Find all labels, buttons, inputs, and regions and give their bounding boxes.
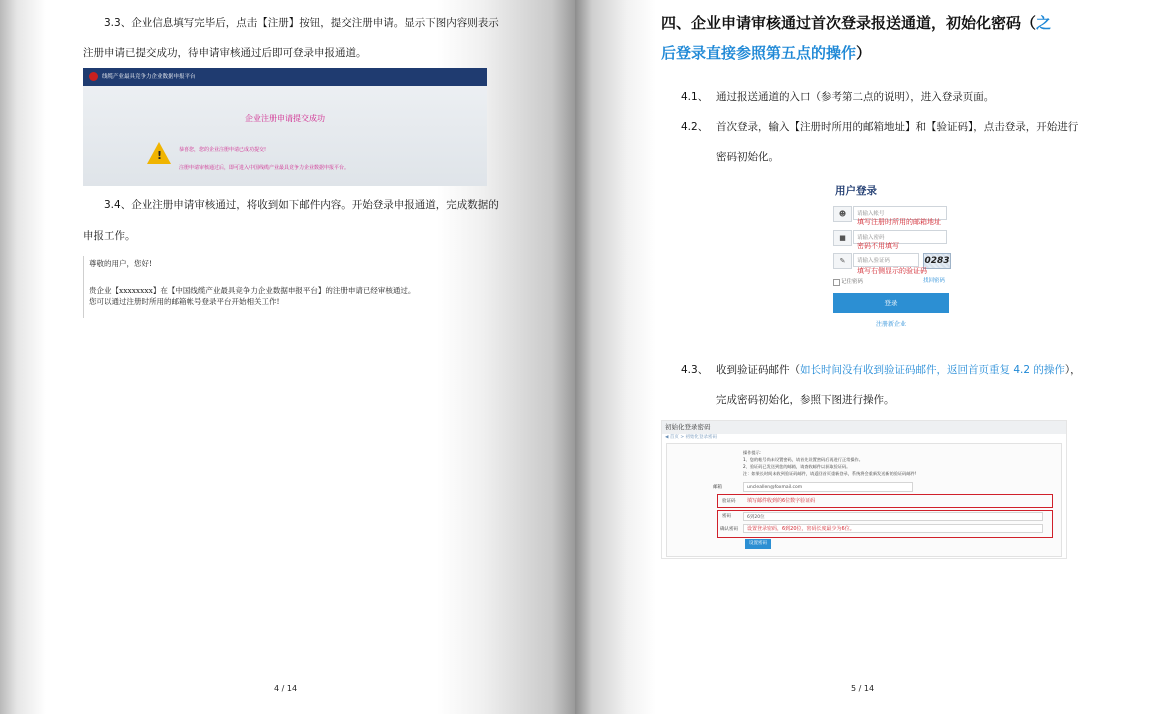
init-password-panel (666, 443, 1062, 557)
user-icon: ☻ (833, 206, 852, 222)
item-4-3-blue-text: 如长时间没有收到验证码邮件，返回首页重复 4.2 的操作 (800, 364, 1065, 376)
para-3-3-line2: 注册申请已提交成功，待申请审核通过后即可登录申报通道。 (83, 47, 367, 59)
section-heading-line2 (661, 42, 871, 63)
registration-success-title: 企业注册申请提交成功 (245, 114, 325, 123)
page-number-left: 4 / 14 (274, 684, 298, 693)
item-4-2-number: 4.2、 (681, 121, 709, 133)
item-4-3-line1 (716, 362, 1081, 377)
item-4-3-line2: 完成密码初始化，参照下图进行操作。 (716, 394, 895, 406)
login-button[interactable]: 登录 (833, 293, 949, 313)
edit-icon: ✎ (833, 253, 852, 269)
password-input[interactable]: 请输入密码 (853, 230, 947, 244)
heading-blue-text: 之 (1036, 14, 1052, 32)
left-page (0, 0, 575, 714)
platform-header-title: 线缆产业最具竞争力企业数据申报平台 (102, 74, 196, 80)
tip-line: 1、您的帐号尚未设置密码，请首先设置密码后再进行正常操作。 (743, 457, 863, 462)
email-label: 邮箱 (713, 485, 722, 490)
tip-line: 2、验证码已发送到您的邮箱，请查收邮件以获取验证码。 (743, 464, 851, 469)
init-password-title: 初始化登录密码 (662, 421, 1066, 434)
page-number-right: 5 / 14 (851, 684, 875, 693)
platform-header-bar (83, 68, 487, 86)
platform-logo-icon (89, 72, 98, 81)
email-field[interactable]: uncleallen@foxmail.com (743, 482, 913, 492)
captcha-input[interactable]: 请输入验证码 (853, 253, 919, 267)
account-input[interactable]: 请输入帐号 (853, 206, 947, 220)
item-4-3-text: 收到验证码邮件（ (716, 364, 800, 376)
account-note: 填写注册时所用的邮箱地址 (857, 218, 941, 226)
lock-icon: ■ (833, 230, 852, 246)
set-password-button[interactable]: 设置密码 (745, 539, 771, 549)
login-form-screenshot (833, 180, 953, 330)
heading-close-paren: ） (856, 44, 872, 62)
register-link[interactable]: 注册新企业 (875, 321, 906, 328)
item-4-2-line2: 密码初始化。 (716, 151, 779, 163)
item-4-1-text: 通过报送通道的入口（参考第二点的说明），进入登录页面。 (716, 91, 995, 103)
para-3-4-line2: 申报工作。 (83, 230, 136, 242)
registration-message-1: 恭喜您，您的企业注册申请已成功提交! (179, 147, 267, 153)
init-password-screenshot (661, 420, 1067, 559)
right-page (575, 0, 1154, 714)
remember-password-label: 记住密码 (841, 279, 864, 285)
tip-line: 操作提示： (743, 450, 764, 455)
registration-message-2: 注册申请审核通过后，即可进入中国线缆产业最具竞争力企业数据申报平台。 (179, 165, 350, 171)
section-heading-line1 (661, 12, 1051, 33)
heading-text: 四、企业申请审核通过首次登录报送通道，初始化密码（ (661, 14, 1037, 32)
email-body-line2: 您可以通过注册时所用的邮箱帐号登录平台开始相关工作! (89, 297, 280, 306)
breadcrumb[interactable]: ◀ 首页 > 初始化登录密码 (665, 435, 718, 440)
forgot-password-link[interactable]: 找回密码 (923, 278, 946, 284)
registration-success-screenshot (83, 68, 487, 186)
email-body-line1: 贵企业【xxxxxxxx】在【中国线缆产业最具竞争力企业数据申报平台】的注册申请已经审核通过。 (89, 286, 416, 295)
code-label: 验证码 (722, 499, 736, 504)
heading-blue-line2: 后登录直接参照第五点的操作 (661, 44, 857, 62)
captcha-note: 填写右侧显示的验证码 (857, 267, 927, 275)
email-greeting: 尊敬的用户，您好! (89, 259, 153, 268)
item-4-1-number: 4.1、 (681, 91, 709, 103)
para-3-3-line1: 3.3、企业信息填写完毕后，点击【注册】按钮，提交注册申请。显示下图内容则表示 (104, 17, 499, 29)
code-note: 填写邮件收到的6位数字验证码 (747, 498, 816, 504)
remember-password-checkbox[interactable] (833, 279, 840, 286)
new-password-input[interactable]: 6到20位 (743, 512, 1043, 521)
captcha-image[interactable]: 0283 (923, 253, 951, 269)
item-4-2-line1: 首次登录，输入【注册时所用的邮箱地址】和【验证码】，点击登录，开始进行 (716, 121, 1079, 133)
confirm-password-label: 确认密码 (720, 527, 738, 532)
new-password-label: 密码 (722, 514, 731, 519)
item-4-3-number: 4.3、 (681, 364, 709, 376)
login-title: 用户登录 (835, 185, 877, 197)
password-note: 密码不用填写 (857, 242, 899, 250)
approval-email-screenshot (83, 256, 504, 318)
tip-line: 注：如果长时间未收到验证码邮件，请返回首页重新登录，系统将会重新发送新的验证码邮件! (743, 471, 917, 476)
warning-exclamation-icon: ! (157, 149, 163, 162)
para-3-4-line1: 3.4、企业注册申请审核通过，将收到如下邮件内容。开始登录申报通道，完成数据的 (104, 199, 499, 211)
item-4-3-end: ）， (1064, 364, 1081, 376)
password-note: 设置登录密码，6到20位，密码长度最少为6位。 (747, 526, 855, 532)
